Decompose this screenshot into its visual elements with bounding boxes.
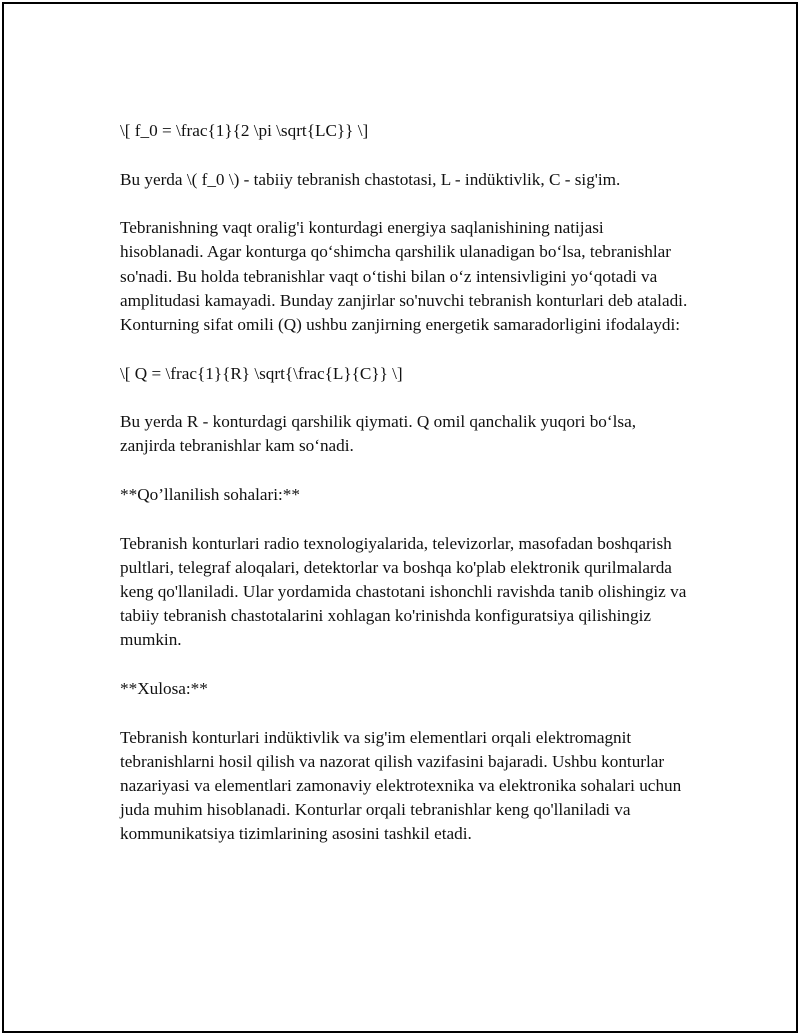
paragraph-applications: Tebranish konturlari radio texnologiyalarida, televizorlar, masofadan boshqarish pultlari, telegraf aloqalari, detektorlar va boshqa ko'plab elektronik qurilmalarda keng qo'llaniladi. Ular yordamida chastotani ishonchli ravishda tanib olishingiz va tabiiy tebranish chastotalarini xohlagan ko'rinishda konfiguratsiya qilishingiz mumkin.: [120, 533, 687, 650]
paragraph-frequency-definition: Bu yerda \( f_0 \) - tabiiy tebranish chastotasi, L - indüktivlik, C - sig'im.: [120, 169, 621, 189]
paragraph-conclusion: Tebranish konturlari indüktivlik va sig'im elementlari orqali elektromagnit tebranishlarni hosil qilish va nazorat qilish vazifasini bajaradi. Ushbu konturlar nazariyasi va elementlari zamonaviy elektrotexnika va elektronika sohalari uchun juda muhim hisoblanadi. Konturlar orqali tebranishlar keng qo'llaniladi va kommunikatsiya tizimlarining asosini tashkil etadi.: [120, 727, 682, 844]
heading-applications: **Qo’llanilish sohalari:**: [120, 484, 300, 504]
formula-resonant-frequency: \[ f_0 = \frac{1}{2 \pi \sqrt{LC}} \]: [120, 121, 369, 140]
paragraph-damping: Tebranishning vaqt oralig'i konturdagi energiya saqlanishining natijasi hisoblanadi. Agar konturga qo‘shimcha qarshilik ulanadigan bo‘lsa, tebranishlar so'nadi. Bu holda tebranishlar vaqt o‘tishi bilan o‘z intensivligini yo‘qotadi va amplitudasi kamayadi. Bunday zanjirlar so'nuvchi tebranish konturlari deb ataladi. Konturning sifat omili (Q) ushbu zanjirning energetik samaradorligini ifodalaydi:: [120, 218, 688, 334]
formula-quality-factor: \[ Q = \frac{1}{R} \sqrt{\frac{L}{C}} \]: [120, 363, 403, 383]
document-body: [120, 119, 690, 871]
document-page: [2, 2, 798, 1033]
paragraph-resistance: Bu yerda R - konturdagi qarshilik qiymati. Q omil qanchalik yuqori bo‘lsa, zanjirda tebranishlar kam so‘nadi.: [120, 412, 637, 456]
heading-conclusion: **Xulosa:**: [120, 678, 208, 698]
